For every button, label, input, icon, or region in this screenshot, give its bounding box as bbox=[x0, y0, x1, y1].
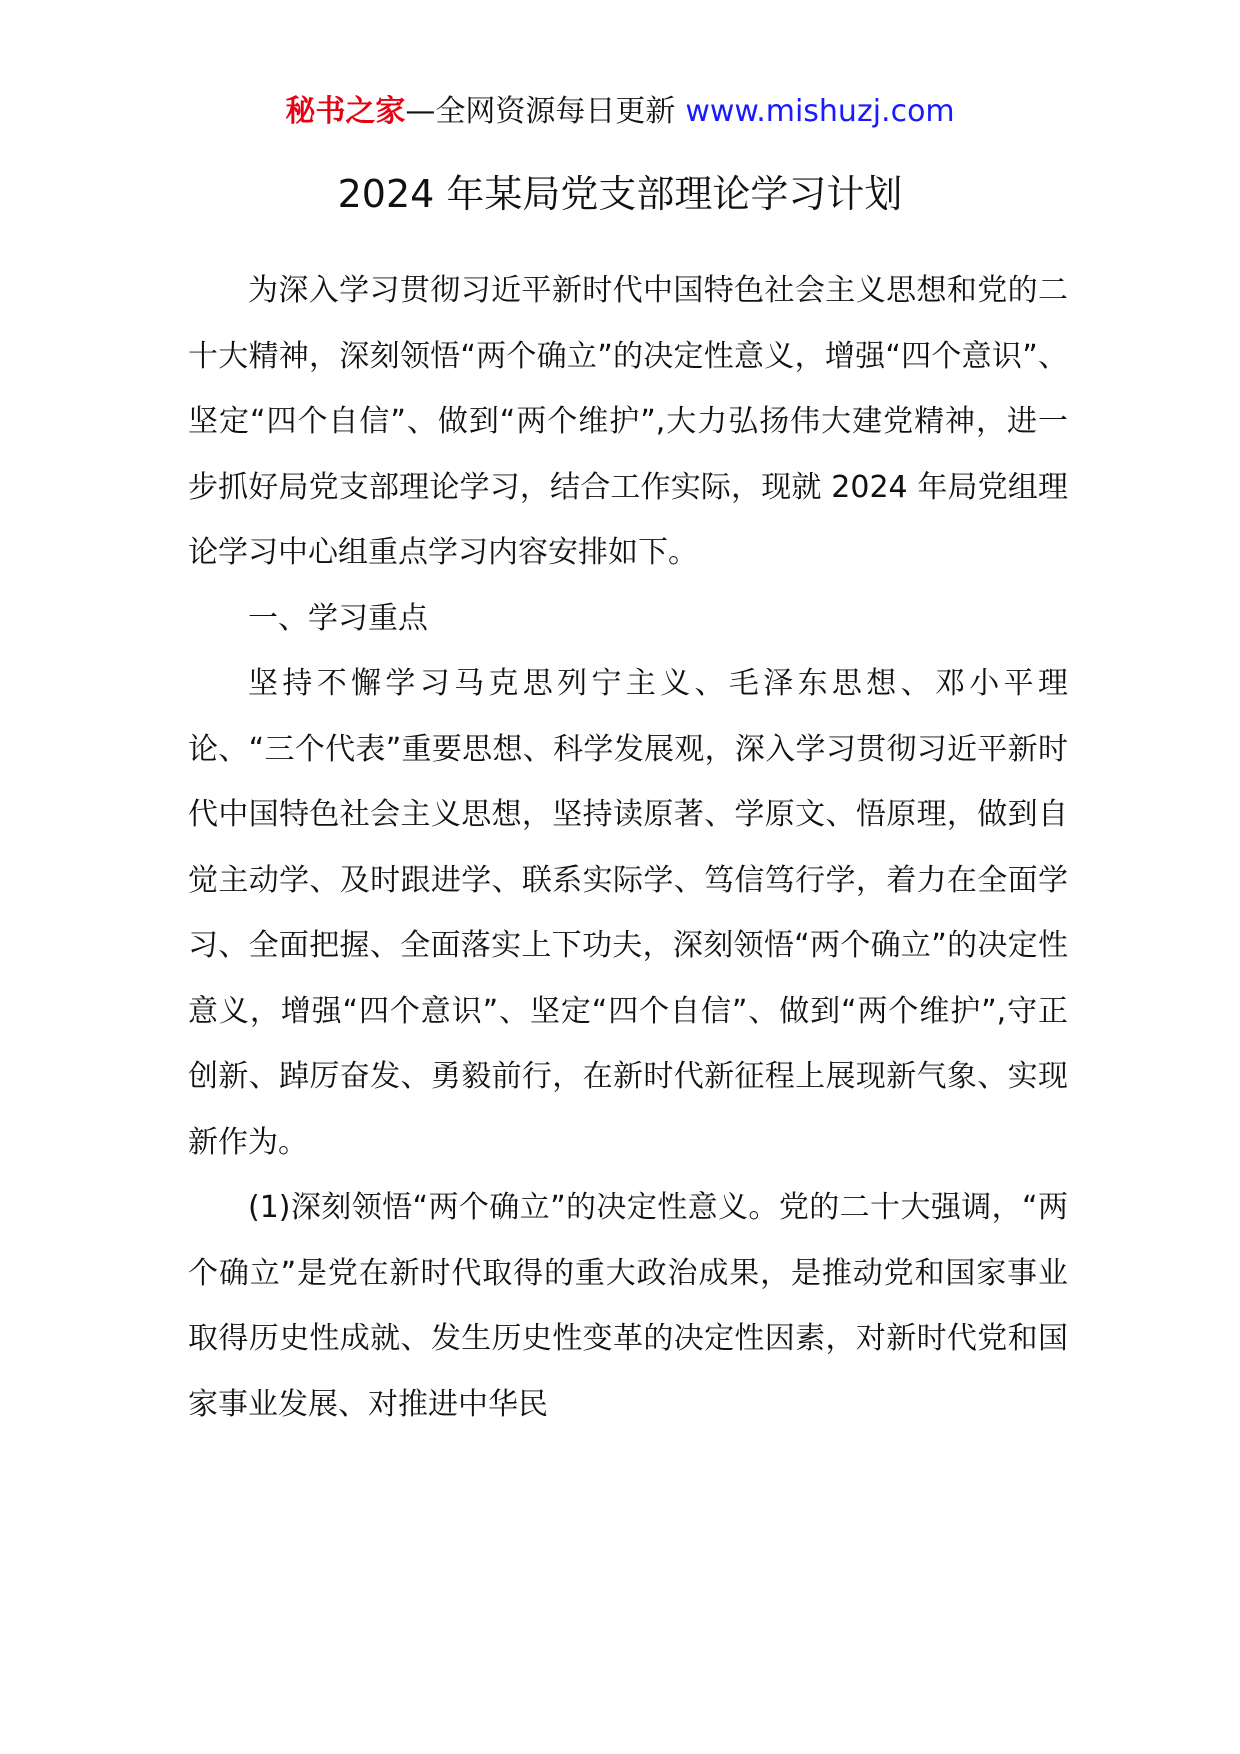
body-paragraph: (1)深刻领悟“两个确立”的决定性意义。党的二十大强调，“两个确立”是党在新时代取得的重大政治成果，是推动党和国家事业取得历史性成就、发生历史性变革的决定性因素，对新时代党和国家事业发展、对推进中华民 bbox=[188, 1190, 1068, 1422]
document-title: 2024 年某局党支部理论学习计划 bbox=[337, 172, 903, 216]
brand-name: 秘书之家 bbox=[285, 94, 406, 129]
body-paragraph: 坚持不懈学习马克思列宁主义、毛泽东思想、邓小平理论、“三个代表”重要思想、科学发展观，深入学习贯彻习近平新时代中国特色社会主义思想，坚持读原著、学原文、悟原理，做到自觉主动学、及时跟进学、联系实际学、笃信笃行学，着力在全面学习、全面把握、全面落实上下功夫，深刻领悟“两个确立”的决定性意义，增强“四个意识”、坚定“四个自信”、做到“两个维护”,守正创新、踔厉奋发、勇毅前行，在新时代新征程上展现新气象、实现新作为。 bbox=[188, 666, 1068, 1160]
brand-tagline: —全网资源每日更新 bbox=[405, 94, 676, 129]
section-heading: 一、学习重点 bbox=[248, 600, 428, 636]
intro-paragraph: 为深入学习贯彻习近平新时代中国特色社会主义思想和党的二十大精神，深刻领悟“两个确立”的决定性意义，增强“四个意识”、坚定“四个自信”、做到“两个维护”,大力弘扬伟大建党精神，进一步抓好局党支部理论学习，结合工作实际，现就 2024 年局党组理论学习中心组重点学习内容安排如下。 bbox=[188, 273, 1068, 570]
document-body bbox=[188, 258, 1068, 1437]
site-url-link[interactable]: www.mishuzj.com bbox=[685, 94, 955, 129]
site-header bbox=[0, 92, 1240, 132]
